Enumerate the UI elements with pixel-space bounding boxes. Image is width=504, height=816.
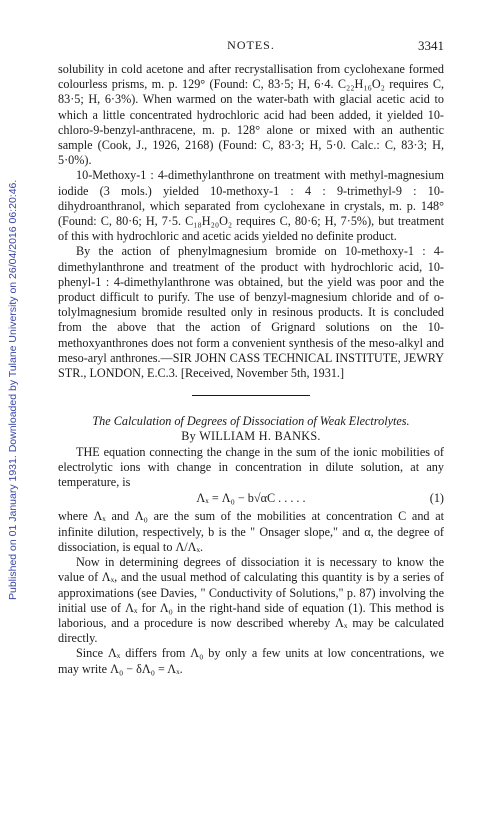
page-body (58, 62, 444, 677)
equation-number: (1) (429, 491, 444, 506)
article-paragraph-since: Since Λₓ differs from Λ₀ by only a few units at low concentrations, we may write Λ₀ − δΛ₀ = Λₓ. (58, 646, 444, 676)
download-watermark: Published on 01 January 1931. Downloaded by Tulane University on 26/04/2016 06:20:46. (7, 179, 19, 601)
running-header (58, 38, 444, 54)
section-divider (192, 395, 310, 396)
article-byline: By WILLIAM H. BANKS. (181, 429, 321, 444)
article-intro: THE equation connecting the change in the sum of the ionic mobilities of electrolytic ions with change in concentration in dilute solution, at any temperature, is (58, 444, 444, 490)
running-title: NOTES. (227, 38, 275, 52)
paragraph-continuation: solubility in cold acetone and after recrystallisation from cyclohexane formed colourless prisms, m. p. 129° (Found: C, 83·5; H, 6·4. C₂₂H₁₆O₂ requires C, 83·5; H, 6·3%). When warmed on the water-bath with glacial acetic acid to which a little concentrated hydrochloric acid had been added, it yielded 10-chloro-9-benzyl-anthracene, m. p. 128° alone or mixed with an authentic sample (Cook, J., 1926, 2168) (Found: C, 83·3; H, 5·0. Calc.: C, 83·3; H, 5·0%). (58, 62, 444, 168)
equation-body: Λₓ = Λ₀ − b√αC . . . . . (196, 491, 306, 506)
equation-1 (58, 491, 444, 506)
article-paragraph-method: Now in determining degrees of dissociation it is necessary to know the value of Λₓ, and the usual method of calculating this quantity is by a series of approximations (see Davies, " Conductivity of Solutions," p. 87) involving the initial use of Λₓ for Λ₀ in the right-hand side of equation (1). This method is laborious, and a procedure is now described whereby Λₓ may be calculated directly. (58, 555, 444, 646)
article-paragraph-where: where Λₓ and Λ₀ are the sum of the mobilities at concentration C and at infinite dilution, respectively, b is the " Onsager slope," and α, the degree of dissociation, is equal to Λ/Λₓ. (58, 509, 444, 554)
page-number: 3341 (418, 38, 444, 53)
article-title: The Calculation of Degrees of Dissociation of Weak Electrolytes. (92, 414, 410, 429)
paragraph-phenyl: By the action of phenylmagnesium bromide on 10-methoxy-1 : 4-dimethylanthrone and treatment of the product with hydrochloric acid, 10-phenyl-1 : 4-dimethylanthrone was obtained, but the yield was poor and the product difficult to purify. The use of benzyl-magnesium chloride and of o-tolylmagnesium bromide resulted only in resinous products. It is concluded from the above that the action of Grignard solutions on the 10-methoxyanthrones does not form a convenient synthesis of the meso-alkyl and meso-aryl anthrones.—SIR JOHN CASS TECHNICAL INSTITUTE, JEWRY STR., LONDON, E.C.3. [Received, November 5th, 1931.] (58, 244, 444, 381)
paragraph-methyl: 10-Methoxy-1 : 4-dimethylanthrone on treatment with methyl-magnesium iodide (3 mols.) yielded 10-methoxy-1 : 4 : 9-trimethyl-9 : 10-dihydroanthranol, which separated from cyclohexane in crystals, m. p. 148° (Found: C, 80·6; H, 7·5. C₁₈H₂₀O₂ requires C, 80·6; H, 7·5%), but treatment of this with hydrochloric and acetic acids yielded no definite product. (58, 168, 444, 244)
